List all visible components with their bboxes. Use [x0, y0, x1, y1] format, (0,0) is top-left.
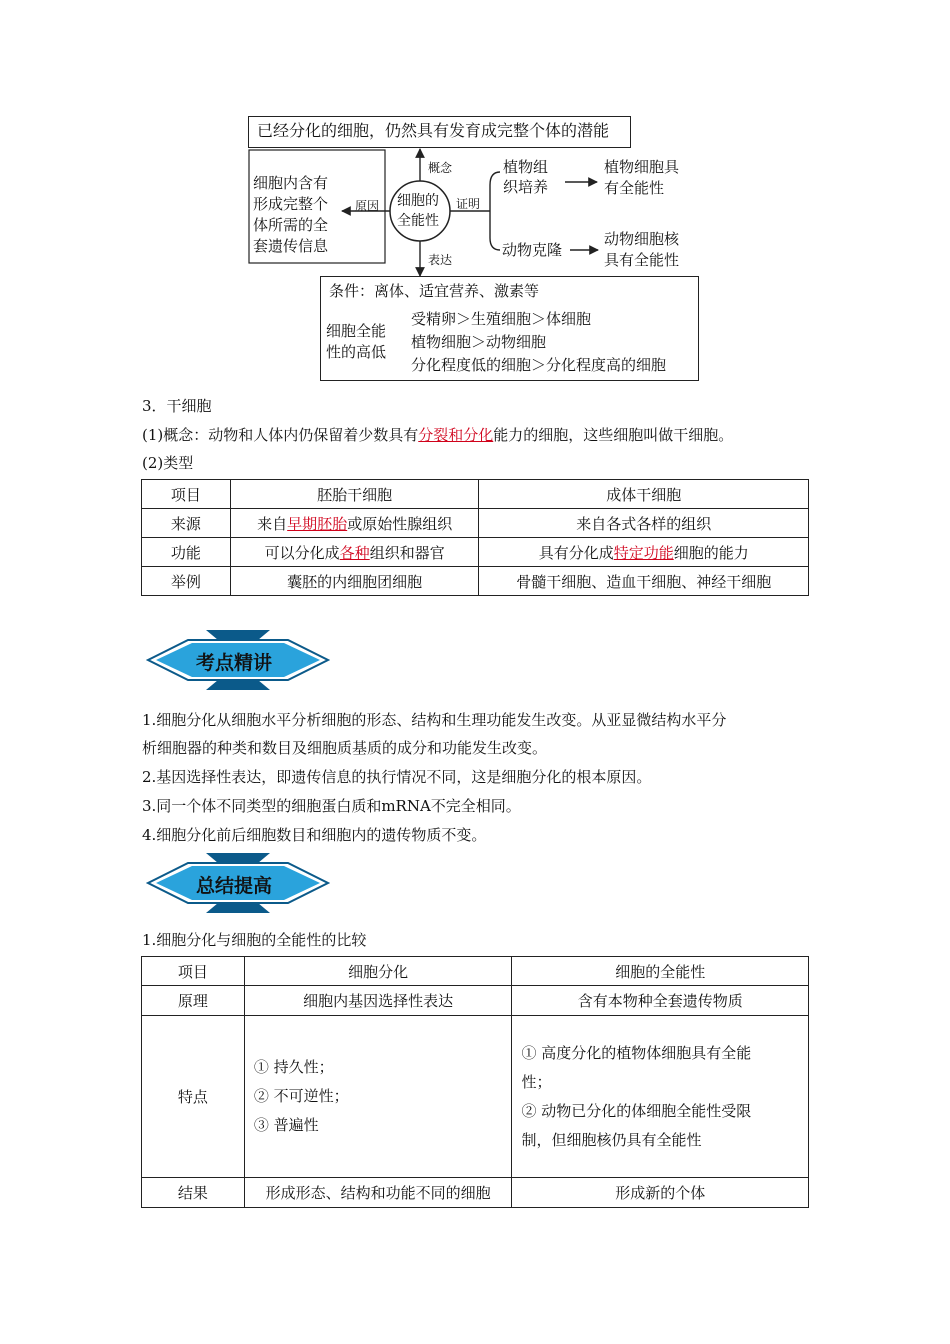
plant-source: 植物组 — [503, 158, 549, 176]
animal-source: 动物克隆 — [502, 241, 563, 259]
table-cell: 来自各式各样的组织 — [479, 509, 809, 538]
table-header: 项目 — [142, 957, 245, 986]
reason-box — [248, 170, 340, 260]
level-label: 细胞全能 — [326, 322, 387, 340]
definition-box — [248, 116, 631, 148]
cell-text: 细胞的能力 — [673, 543, 749, 562]
banner-summary — [146, 851, 330, 915]
cell-red-text: 特定功能 — [613, 543, 674, 562]
expression-box — [320, 276, 699, 381]
definition-text: 已经分化的细胞，仍然具有发育成完整个体的潜能 — [257, 121, 610, 140]
table-cell: 骨髓干细胞、造血干细胞、神经干细胞 — [479, 567, 809, 596]
table-row — [142, 1016, 809, 1178]
table-cell — [512, 1016, 809, 1178]
label-proof: 证明 — [456, 197, 481, 211]
center-line-2: 全能性 — [397, 213, 439, 229]
stem-concept-red: 分裂和分化 — [418, 426, 494, 444]
table-cell: 结果 — [142, 1178, 245, 1208]
table-row — [142, 986, 809, 1016]
table-cell: 形成形态、结构和功能不同的细胞 — [244, 1178, 512, 1208]
plant-result: 有全能性 — [604, 179, 665, 197]
table-cell — [479, 538, 809, 567]
animal-result: 动物细胞核 — [604, 230, 680, 248]
point-line: 2.基因选择性表达，即遗传信息的执行情况不同，这是细胞分化的根本原因。 — [142, 768, 652, 786]
point-line: 析细胞器的种类和数目及细胞质基质的成分和功能发生改变。 — [142, 739, 548, 757]
table-row — [142, 957, 809, 986]
label-express: 表达 — [428, 253, 453, 267]
feature-line: ② 动物已分化的体细胞全能性受限 — [521, 1101, 752, 1120]
banner-key-points-title: 考点精讲 — [196, 652, 273, 674]
plant-result: 植物细胞具 — [604, 158, 680, 176]
reason-line: 细胞内含有 — [253, 174, 329, 192]
cell-red-text: 早期胚胎 — [287, 514, 348, 533]
feature-line: ③ 普遍性 — [253, 1116, 319, 1134]
table-cell: 形成新的个体 — [512, 1178, 809, 1208]
table-header: 胚胎干细胞 — [230, 480, 479, 509]
table-cell: 特点 — [142, 1016, 245, 1178]
cell-text: 具有分化成 — [538, 543, 614, 562]
cell-red-text: 各种 — [339, 543, 370, 562]
reason-line: 形成完整个 — [253, 195, 329, 213]
condition-text: 条件：离体、适宜营养、激素等 — [329, 282, 540, 300]
table-cell: 原理 — [142, 986, 245, 1016]
feature-line: ① 高度分化的植物体细胞具有全能 — [521, 1043, 752, 1062]
point-line: 1.细胞分化从细胞水平分析细胞的形态、结构和生理功能发生改变。从亚显微结构水平分 — [142, 711, 727, 729]
compare-title: 1.细胞分化与细胞的全能性的比较 — [142, 931, 367, 949]
stem-concept-post: 能力的细胞，这些细胞叫做干细胞。 — [493, 426, 734, 444]
feature-line: 制，但细胞核仍具有全能性 — [521, 1130, 702, 1149]
table-cell: 举例 — [142, 567, 231, 596]
label-concept: 概念 — [428, 161, 453, 175]
table-row — [142, 480, 809, 509]
table-cell: 来源 — [142, 509, 231, 538]
table-row — [142, 567, 809, 596]
center-line-1: 细胞的 — [397, 193, 439, 209]
point-line: 4.细胞分化前后细胞数目和细胞内的遗传物质不变。 — [142, 826, 487, 844]
level-label: 性的高低 — [326, 343, 387, 361]
stem-cell-table — [141, 479, 809, 596]
table-cell: 含有本物种全套遗传物质 — [512, 986, 809, 1016]
level-item: 植物细胞＞动物细胞 — [411, 333, 547, 351]
stem-type-heading: (2)类型 — [142, 454, 194, 472]
plant-source: 织培养 — [503, 178, 549, 196]
table-cell: 细胞内基因选择性表达 — [244, 986, 512, 1016]
level-item: 分化程度低的细胞＞分化程度高的细胞 — [411, 356, 667, 374]
animal-result: 具有全能性 — [604, 251, 680, 269]
table-header: 细胞的全能性 — [512, 957, 809, 986]
stem-concept-pre: (1)概念：动物和人体内仍保留着少数具有 — [142, 426, 419, 444]
table-cell — [244, 1016, 512, 1178]
feature-line: ② 不可逆性； — [253, 1087, 349, 1105]
label-reason: 原因 — [355, 199, 380, 213]
table-header: 项目 — [142, 480, 231, 509]
feature-line: ① 持久性； — [253, 1058, 334, 1076]
table-cell — [230, 538, 479, 567]
reason-line: 套遗传信息 — [253, 237, 329, 255]
cell-text: 组织和器官 — [369, 543, 445, 562]
table-cell — [230, 509, 479, 538]
stem-concept — [142, 425, 733, 445]
table-cell: 囊胚的内细胞团细胞 — [230, 567, 479, 596]
point-line: 3.同一个体不同类型的细胞蛋白质和mRNA不完全相同。 — [142, 797, 521, 815]
table-header: 成体干细胞 — [479, 480, 809, 509]
table-cell: 功能 — [142, 538, 231, 567]
level-item: 受精卵＞生殖细胞＞体细胞 — [411, 310, 592, 328]
reason-line: 体所需的全 — [253, 216, 329, 234]
table-row — [142, 509, 809, 538]
banner-summary-title: 总结提高 — [196, 875, 273, 897]
table-row — [142, 1178, 809, 1208]
compare-table — [141, 956, 809, 1208]
banner-key-points — [146, 628, 330, 692]
feature-line: 性； — [521, 1072, 552, 1091]
cell-text: 或原始性腺组织 — [347, 514, 453, 533]
cell-text: 可以分化成 — [264, 543, 340, 562]
stem-heading: 3．干细胞 — [142, 397, 212, 415]
table-header: 细胞分化 — [244, 957, 512, 986]
cell-text: 来自 — [257, 514, 288, 533]
table-row — [142, 538, 809, 567]
